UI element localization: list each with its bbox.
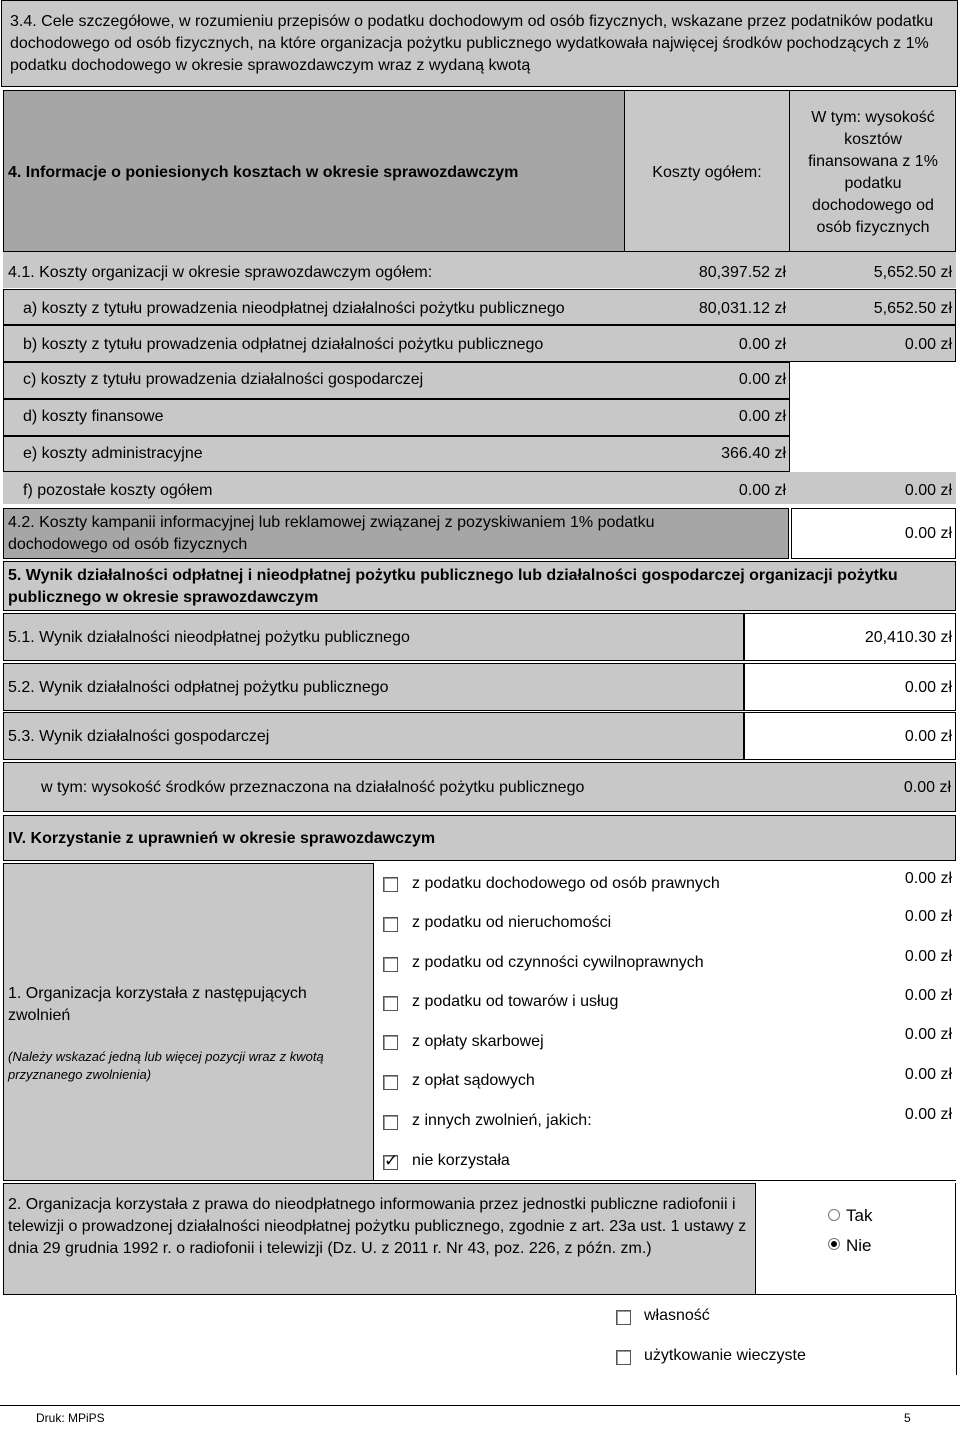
section-IV-header [3, 815, 956, 861]
row-4-2-value: 0.00 zł [904, 525, 952, 542]
q2-label: 2. Organizacja korzystała z prawa do nieodpłatnego informowania przez jednostki publiczne radiofonii i telewizji o prowadzonej działalności nieodpłatnej pożytku publicznego, zgodnie z art. 23a ust. 1 ustawy z dnia 29 grudnia 1992 r. o radiofonii i telewizji (Dz. U. z 2011 r. Nr 43, poz. 226, z późn. zm.) [8, 1196, 747, 1257]
row-5-2-label: 5.2. Wynik działalności odpłatnej pożytku publicznego [8, 679, 389, 696]
row-5-2-label-cell [3, 663, 744, 711]
section-3-4-header [1, 0, 958, 87]
row-b-total: 0.00 zł [738, 336, 786, 353]
row-4-2-label: 4.2. Koszty kampanii informacyjnej lub reklamowej związanej z pozyskiwaniem 1% podatku dochodowego od osób fizycznych [8, 514, 655, 553]
exemption-value-5: 0.00 zł [904, 1066, 952, 1083]
col-total-label: Koszty ogółem: [652, 164, 762, 181]
row-5-1-value-cell [744, 613, 956, 661]
q2-label-cell [3, 1183, 756, 1295]
row-a-total: 80,031.12 zł [698, 300, 786, 317]
exemption-value-6: 0.00 zł [904, 1106, 952, 1123]
exemption-label-3: z podatku od towarów i usług [412, 993, 619, 1010]
row-e-total: 366.40 zł [721, 445, 786, 462]
row-4-1-total: 80,397.52 zł [698, 264, 786, 281]
section-4-title: 4. Informacje o poniesionych kosztach w okresie sprawozdawczym [8, 164, 519, 181]
exemption-checkbox-3[interactable] [383, 996, 398, 1011]
row-5-3-label: 5.3. Wynik działalności gospodarczej [8, 728, 270, 745]
section-5-header [3, 561, 956, 611]
row-b-pct: 0.00 zł [904, 336, 952, 353]
exemption-checkbox-0[interactable] [383, 877, 398, 892]
q2-label-nie: Nie [846, 1236, 872, 1255]
exemption-label-4: z opłaty skarbowej [412, 1033, 544, 1050]
q1-label-cell [3, 863, 374, 1181]
q1-label: 1. Organizacja korzystała z następujących zwolnień [8, 985, 307, 1024]
row-5-2-value-cell [744, 663, 956, 711]
row-5-1-label: 5.1. Wynik działalności nieodpłatnej pożytku publicznego [8, 629, 410, 646]
exemption-label-5: z opłat sądowych [412, 1072, 535, 1089]
exemption-label-2: z podatku od czynności cywilnoprawnych [412, 954, 704, 971]
section-5-title: 5. Wynik działalności odpłatnej i nieodpłatnej pożytku publicznego lub działalności gospodarczej organizacji pożytku publicznego w okresie sprawozdawczym [8, 567, 898, 606]
row-5-wtym-value: 0.00 zł [903, 779, 951, 796]
col-total-header [624, 90, 790, 252]
exemption-checkbox-5[interactable] [383, 1075, 398, 1090]
q2-label-tak: Tak [846, 1206, 873, 1225]
footer-print: Druk: MPiPS [36, 1411, 105, 1425]
row-4-2-label-cell [3, 508, 789, 559]
row-5-3-value: 0.00 zł [904, 728, 952, 745]
q1-note: (Należy wskazać jedną lub więcej pozycji wraz z kwotą przyznanego zwolnienia) [8, 1049, 324, 1082]
exemption-value-3: 0.00 zł [904, 987, 952, 1004]
row-5-1-value: 20,410.30 zł [864, 629, 952, 646]
ownership-checkbox-1[interactable] [616, 1350, 631, 1365]
exemption-label-7: nie korzystała [412, 1152, 510, 1169]
q2-radio-tak[interactable] [828, 1209, 840, 1221]
ownership-right-border [956, 1295, 957, 1375]
col-1pct-label: W tym: wysokość kosztów finansowana z 1% podatku dochodowego od osób fizycznych [808, 109, 938, 236]
exemption-checkbox-1[interactable] [383, 917, 398, 932]
row-c-total: 0.00 zł [738, 371, 786, 388]
row-5-1-label-cell [3, 613, 744, 661]
row-f-total: 0.00 zł [738, 482, 786, 499]
exemption-checkbox-6[interactable] [383, 1115, 398, 1130]
row-4-1-label: 4.1. Koszty organizacji w okresie sprawozdawczym ogółem: [8, 264, 433, 281]
row-5-3-label-cell [3, 712, 744, 760]
ownership-checkbox-0[interactable] [616, 1310, 631, 1325]
footer-rule [0, 1405, 960, 1406]
row-5-3-value-cell [744, 712, 956, 760]
exemption-checkbox-7[interactable] [383, 1155, 398, 1170]
row-a-pct: 5,652.50 zł [873, 300, 952, 317]
exemption-value-0: 0.00 zł [904, 870, 952, 887]
ownership-label-0: własność [644, 1307, 710, 1324]
exemption-checkbox-4[interactable] [383, 1035, 398, 1050]
section-4-title-cell [3, 90, 625, 252]
exemption-value-2: 0.00 zł [904, 948, 952, 965]
exemption-label-0: z podatku dochodowego od osób prawnych [412, 875, 720, 892]
exemption-value-1: 0.00 zł [904, 908, 952, 925]
exemption-label-1: z podatku od nieruchomości [412, 914, 612, 931]
row-f-pct: 0.00 zł [904, 482, 952, 499]
pct-col-empty [790, 362, 956, 472]
exemption-label-6: z innych zwolnień, jakich: [412, 1112, 592, 1129]
row-d-total: 0.00 zł [738, 408, 786, 425]
row-d-label: d) koszty finansowe [23, 408, 164, 425]
section-3-4-text: 3.4. Cele szczegółowe, w rozumieniu przepisów o podatku dochodowym od osób fizycznych, wskazane przez podatników podatku dochodowego od osób fizycznych, na które organizacja pożytku publicznego wydatkowała najwięcej środków pochodzących z 1% podatku dochodowego w okresie sprawozdawczym wraz z wydaną kwotą [10, 13, 934, 74]
row-f-label: f) pozostałe koszty ogółem [23, 482, 213, 499]
row-4-2-value-cell [791, 508, 956, 559]
row-e-label: e) koszty administracyjne [23, 445, 203, 462]
ownership-label-1: użytkowanie wieczyste [644, 1347, 806, 1364]
row-5-wtym-cell [3, 762, 956, 812]
row-5-2-value: 0.00 zł [904, 679, 952, 696]
section-IV-title: IV. Korzystanie z uprawnień w okresie sprawozdawczym [8, 830, 436, 847]
col-1pct-header [789, 90, 956, 252]
footer-page-number: 5 [904, 1411, 911, 1425]
row-a-label: a) koszty z tytułu prowadzenia nieodpłatnej działalności pożytku publicznego [23, 300, 565, 317]
row-c-label: c) koszty z tytułu prowadzenia działalności gospodarczej [23, 371, 424, 388]
exemption-value-4: 0.00 zł [904, 1026, 952, 1043]
row-5-wtym-label: w tym: wysokość środków przeznaczona na działalność pożytku publicznego [41, 779, 585, 796]
row-b-label: b) koszty z tytułu prowadzenia odpłatnej działalności pożytku publicznego [23, 336, 544, 353]
q2-radio-nie[interactable] [828, 1238, 840, 1250]
row-4-1-pct: 5,652.50 zł [873, 264, 952, 281]
exemption-checkbox-2[interactable] [383, 957, 398, 972]
